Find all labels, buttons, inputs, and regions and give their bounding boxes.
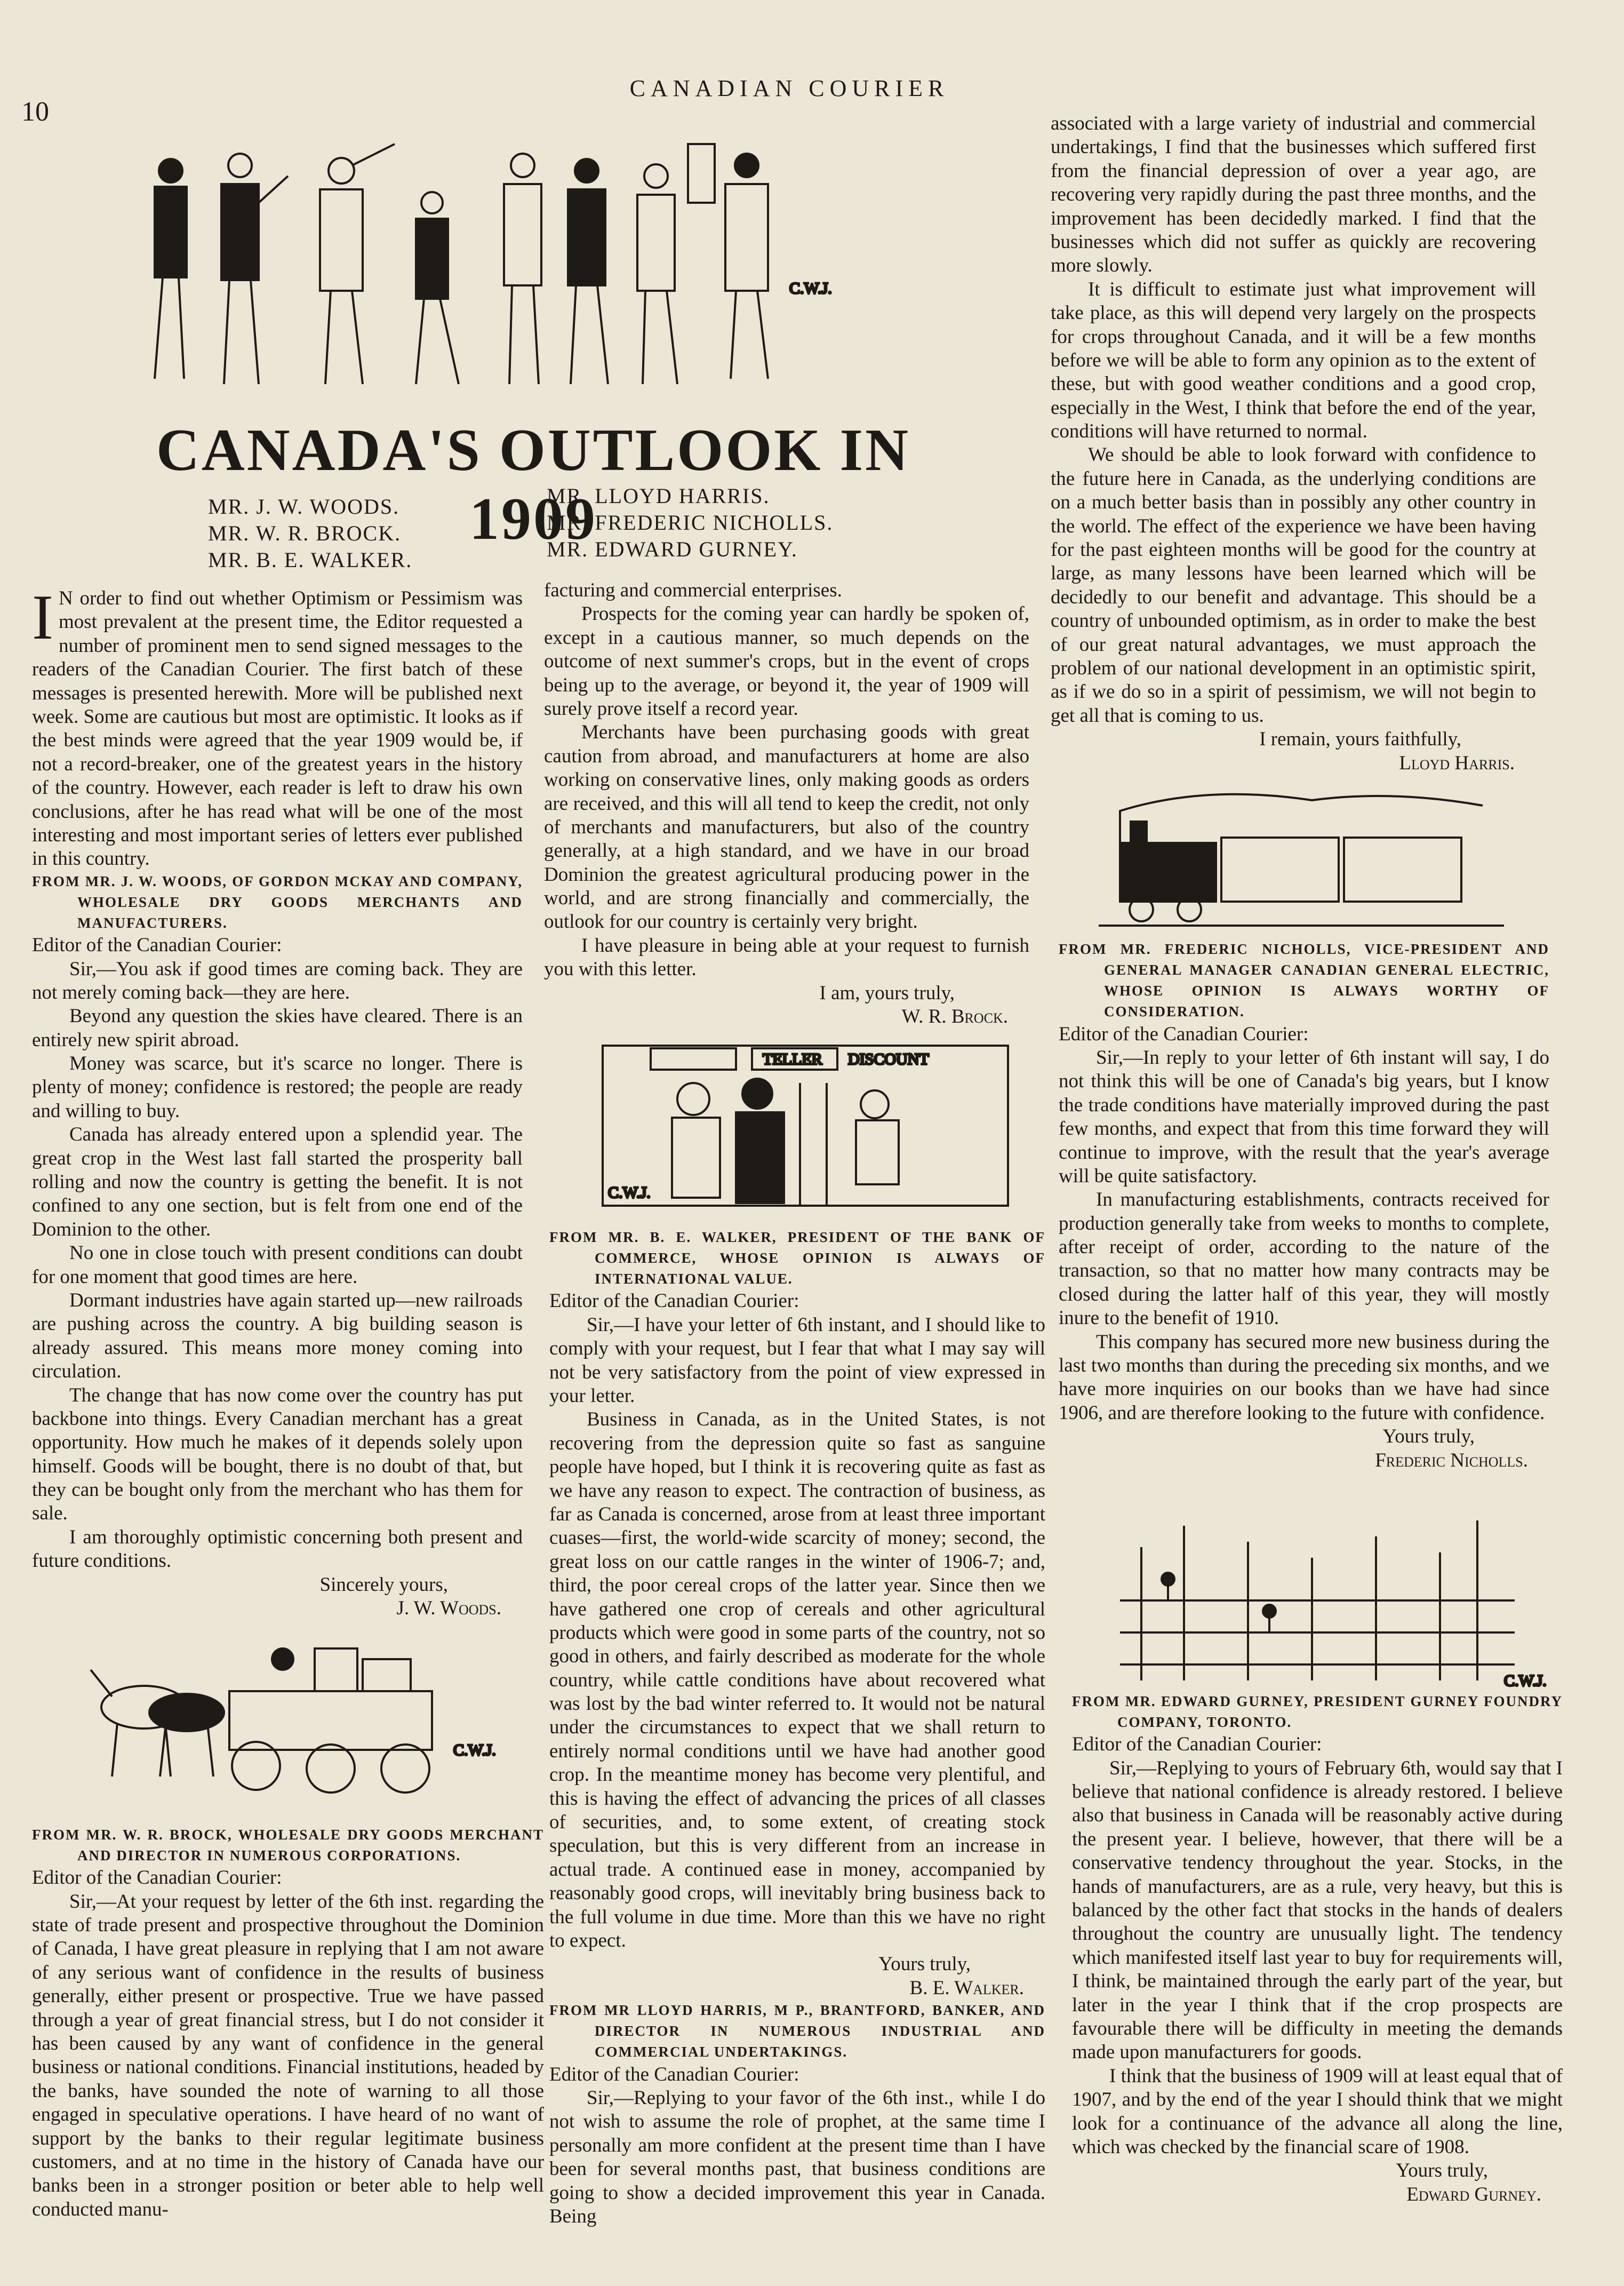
horse-figure [149, 1694, 224, 1777]
man-figure [736, 1079, 784, 1203]
artist-signature: C.W.J. [453, 1741, 496, 1759]
walker-signature: B. E. Walker. [909, 1977, 1024, 1999]
walker-salutation: Editor of the Canadian Courier: [549, 1290, 799, 1312]
gurney-paragraph: Sir,—Replying to yours of February 6th, would say that I believe that national confidence is already restored. I believe also that business in Canada will be reasonably active during the present year. I believe, however, that there will be a conservative tendency throughout the year. Stocks, in the hands of manufacturers, are as a rule, very heavy, but this is balanced by the other fact that stocks in the hands of dealers throughout the country are unusually light. The tendency which manifested itself last year to buy for requirements will, I think, be maintained through the early part of the year, but later in the year I think that if the crop prospects are favourable there will be difficulty in meeting the demands made upon manufacturers for goods. [1072, 1757, 1563, 2064]
woods-paragraph: Beyond any question the skies have cleared. There is an entirely new spirit abroad. [32, 1005, 523, 1051]
man-figure [725, 154, 768, 379]
man-figure [568, 159, 608, 384]
brock-paragraph: Merchants have been purchasing goods with great caution from abroad, and manufacturers at home are also working on conservative lines, only making goods as orders are received, and this will all tend to keep the credit, not only of merchants and manufacturers, but also of the country generally, at a high standard, and we have in our broad Dominion the greatest agricultural producing power in the world, and are strong financially and commercially, the outlook for our country is certainly very bright. [544, 721, 1029, 933]
column-2-top [544, 579, 1029, 1029]
column-3-bottom [1072, 1691, 1563, 2207]
column-3-top [1051, 112, 1536, 775]
walker-paragraph: Business in Canada, as in the United States, is not recovering from the depression quite so fast as sanguine people have hoped, but I think it is recovering quite as fast as we have any reason to expect. The contraction of business, as far as Canada is concerned, arose from at least three important cuases—first, the world-wide scarcity of money; second, the great loss on our cattle ranges in the winter of 1906-7; and, third, the poor cereal crops of the latter year. Since then we have gathered one crop of cereals and other agricultural products which were good in some parts of the country, not so good in others, and fairly described as moderate for the whole country, while cattle conditions have about recovered what was lost by the bad winter referred to. It would not be natural under the circumstances to expect that we shall return to entirely normal conditions until we have had another good crop. In the meantime money has become very plentiful, and this is having the effect of advancing the prices of all classes of securities, and, to some extent, of creating stock speculation, but this is very different from an increase in actual trade. A continued ease in money, accompanied by reasonably good crops, will inevitably bring business back to the full volume in due time. More than this we have no right to expect. [549, 1408, 1045, 1952]
harris-paragraph-cont: associated with a large variety of industrial and commercial undertakings, I find that the businesses which suffered first from the financial depression of over a year ago, are recovering very rapidly during the past three months, and the improvement has been decidedly marked. I find that the businesses which did not suffer as quickly are recovering more slowly. [1051, 113, 1536, 277]
woods-signature: J. W. Woods. [396, 1597, 501, 1620]
brock-salutation: Editor of the Canadian Courier: [32, 1867, 282, 1889]
woods-paragraph: Money was scarce, but it's scarce no longer. There is plenty of money; confidence is restored; the people are ready and willing to buy. [32, 1053, 523, 1122]
nicholls-paragraph: Sir,—In reply to your letter of 6th instant will say, I do not think this will be one of Canada's big years, but I know the trade conditions have materially improved during the past few months, and expect that from this time forward they will continue to improve, with the result that the year's average will be quite satisfactory. [1059, 1046, 1549, 1187]
brock-signature: W. R. Brock. [901, 1006, 1008, 1028]
nicholls-closing: Yours truly, [1382, 1425, 1475, 1448]
brock-paragraph: Prospects for the coming year can hardly be spoken of, except in a cautious manner, so much depends on the outcome of next summer's crops, but in the event of crops being up to the average, or beyond it, the year of 1909 will surely prove itself a record year. [544, 603, 1029, 720]
gurney-signature: Edward Gurney. [1406, 2183, 1541, 2205]
names-left [208, 493, 412, 574]
brock-closing: I am, yours truly, [819, 982, 955, 1004]
gurney-salutation: Editor of the Canadian Courier: [1072, 1733, 1322, 1756]
woods-heading: FROM MR. J. W. WOODS, OF GORDON MCKAY AND COMPANY, WHOLESALE DRY GOODS MERCHANTS AND MANUFACTURERS. [32, 873, 523, 931]
nicholls-signature: Frederic Nicholls. [1375, 1449, 1528, 1471]
worker-figure [1162, 1573, 1174, 1600]
construction-illustration [1109, 1510, 1568, 1691]
worker-figure [1263, 1605, 1276, 1632]
name-line: MR. W. R. BROCK. [208, 521, 402, 545]
man-figure [221, 154, 288, 384]
woods-paragraph: The change that has now come over the country has put backbone into things. Every Canadian merchant has a great opportunity. How much he makes of it depends solely upon himself. Goods will be bought, there is no doubt of that, but they can be bought only from the merchant who has them for sale. [32, 1384, 523, 1525]
man-figure [504, 154, 541, 384]
man-figure [320, 144, 395, 384]
page-number: 10 [21, 97, 49, 127]
walker-heading: FROM MR. B. E. WALKER, PRESIDENT OF THE BANK OF COMMERCE, WHOSE OPINION IS ALWAYS OF INTERNATIONAL VALUE. [549, 1229, 1045, 1287]
crowd-illustration [117, 133, 939, 400]
bank-teller-illustration [597, 1035, 1013, 1216]
harris-paragraph: It is difficult to estimate just what improvement will take place, as this will depend very largely on the prospects for crops throughout Canada, and it will be a few months before we will be able to form any opinion as to the extent of these, but with good weather conditions and a good crop, especially in the West, I think that before the end of the year, conditions will have returned to normal. [1051, 278, 1536, 443]
harris-paragraph: Sir,—Replying to your favor of the 6th inst., while I do not wish to assume the role of prophet, at the same time I personally am more confident at the present time than I have been for several months past, that business conditions are going to show a decided improvement this year in Canada. Being [549, 2086, 1045, 2227]
column-1-bottom [32, 1825, 544, 2221]
harris-paragraph: We should be able to look forward with confidence to the future here in Canada, as the underlying conditions are on a much better basis than in possibly any other country in the world. The effect of the experience we have been having for the past eighteen months will be good for the country at large, as many lessons have been learned which will be decidedly to our benefit and advantage. This should be a country of unbounded optimism, as in order to make the best of our great natural advantages, we must approach the problem of our national development in an optimistic spirit, as if we do so in a spirit of pessimism, we will not begin to get all that is coming to us. [1051, 444, 1536, 727]
names-right [547, 483, 833, 563]
discount-sign: DISCOUNT [848, 1050, 929, 1068]
gurney-heading: FROM MR. EDWARD GURNEY, PRESIDENT GURNEY FOUNDRY COMPANY, TORONTO. [1072, 1693, 1563, 1731]
woods-paragraph: No one in close touch with present conditions can doubt for one moment that good times are here. [32, 1242, 523, 1288]
artist-signature: C.W.J. [608, 1184, 651, 1201]
horse-wagon-illustration [80, 1627, 507, 1803]
name-line: MR. EDWARD GURNEY. [547, 537, 798, 561]
harris-signature: Lloyd Harris. [1399, 752, 1515, 774]
brock-heading: FROM MR. W. R. BROCK, WHOLESALE DRY GOODS MERCHANT AND DIRECTOR IN NUMEROUS CORPORATIONS. [32, 1827, 544, 1864]
woods-paragraph: Canada has already entered upon a splendid year. The great crop in the West last fall started the prosperity ball rolling and now the country is getting the benefit. It is not confined to any one section, but is felt from one end of the Dominion to the other. [32, 1124, 523, 1240]
woods-paragraph: Sir,—You ask if good times are coming back. They are not merely coming back—they are here. [32, 958, 523, 1003]
masthead: CANADIAN COURIER [629, 75, 949, 101]
gurney-paragraph: I think that the business of 1909 will at least equal that of 1907, and by the end of the year I should think that we might look for a continuance of the advance all along the line, which was checked by the financial scare of 1908. [1072, 2065, 1563, 2158]
harris-closing: I remain, yours faithfully, [1259, 728, 1461, 751]
column-2-bottom [549, 1227, 1045, 2228]
column-1-top [32, 582, 523, 1620]
headline: CANADA'S OUTLOOK IN 1909 [156, 417, 910, 552]
column-3-middle [1059, 939, 1549, 1472]
gurney-closing: Yours truly, [1396, 2160, 1488, 2182]
man-figure [155, 159, 187, 379]
woods-paragraph: I am thoroughly optimistic concerning both present and future conditions. [32, 1526, 523, 1572]
name-line: MR. LLOYD HARRIS. [547, 484, 770, 508]
name-line: MR. B. E. WALKER. [208, 548, 413, 572]
brock-paragraph: Sir,—At your request by letter of the 6th inst. regarding the state of trade present and prospective throughout the Dominion of Canada, I have great pleasure in replying that I am not aware of any serious want of confidence in the results of business generally, either present or prospective. True we have passed through a year of great financial stress, but I do not consider it has been caused by any want of confidence in the general business or national conditions. Financial institutions, headed by the banks, have sounded the note of warning to all those engaged in speculative operations. I have heard of no want of support by the banks to their regular legitimate business customers, and at no time in the history of Canada have our banks been in a stronger position or beter able to help well conducted manu- [32, 1890, 544, 2220]
locomotive-figure [1120, 822, 1216, 921]
man-figure [672, 1083, 720, 1198]
walker-closing: Yours truly, [878, 1953, 971, 1976]
nicholls-heading: FROM MR. FREDERIC NICHOLLS, VICE-PRESIDENT AND GENERAL MANAGER CANADIAN GENERAL ELECTRIC, WHOSE OPINION IS ALWAYS WORTHY OF CONSIDERATION. [1059, 941, 1549, 1020]
woods-paragraph: Dormant industries have again started up—new railroads are pushing across the country. A big building season is already assured. This means more money coming into circulation. [32, 1289, 523, 1383]
nicholls-paragraph: In manufacturing establishments, contracts received for production generally take from weeks to months to complete, after receipt of order, according to the nature of the transaction, so that no matter how many contracts may be closed during the latter half of this year, they will mostly inure to the benefit of 1910. [1059, 1189, 1549, 1329]
name-line: MR. FREDERIC NICHOLLS. [547, 511, 834, 535]
nicholls-paragraph: This company has secured more new business during the last two months than during the preceding six months, and we have more inquiries on our books than we have had since 1906, and are therefore looking to the future with confidence. [1059, 1331, 1549, 1424]
harris-salutation: Editor of the Canadian Courier: [549, 2063, 799, 2085]
nicholls-salutation: Editor of the Canadian Courier: [1059, 1023, 1309, 1045]
drop-cap: I [32, 582, 53, 652]
teller-figure [856, 1090, 899, 1184]
man-figure [637, 144, 715, 384]
walker-paragraph: Sir,—I have your letter of 6th instant, and I should like to comply with your request, but I fear that what I may say will not be very satisfactory from the point of view expressed in your letter. [549, 1313, 1045, 1407]
brock-paragraph: I have pleasure in being able at your request to furnish you with this letter. [544, 934, 1029, 981]
harris-heading: FROM MR LLOYD HARRIS, M P., BRANTFORD, BANKER, AND DIRECTOR IN NUMEROUS INDUSTRIAL AND COMMERCIAL UNDERTAKINGS. [549, 2002, 1045, 2060]
train-illustration [1099, 779, 1504, 939]
artist-signature: C.W.J. [789, 280, 832, 297]
intro-paragraph: I N order to find out whether Optimism or Pessimism was most prevalent at the present time, the Editor requested a number of prominent men to send signed messages to the readers of the Canadian Courier. The first batch of these messages is presented herewith. More will be published next week. Some are cautious but most are optimistic. It looks as if the best minds were agreed that the year 1909 would be, if not a record-breaker, one of the greatest years in the history of the country. However, each reader is left to draw his own conclusions, after he has read what will be one of the most interesting and most important series of letters ever published in this country. [32, 582, 523, 870]
woods-closing: Sincerely yours, [319, 1573, 448, 1596]
teller-sign: TELLER [763, 1050, 822, 1068]
man-figure [416, 192, 459, 384]
name-line: MR. J. W. WOODS. [208, 495, 400, 519]
brock-paragraph-cont: facturing and commercial enterprises. [544, 579, 842, 601]
woods-salutation: Editor of the Canadian Courier: [32, 934, 282, 957]
artist-signature: C.W.J. [1504, 1672, 1547, 1690]
